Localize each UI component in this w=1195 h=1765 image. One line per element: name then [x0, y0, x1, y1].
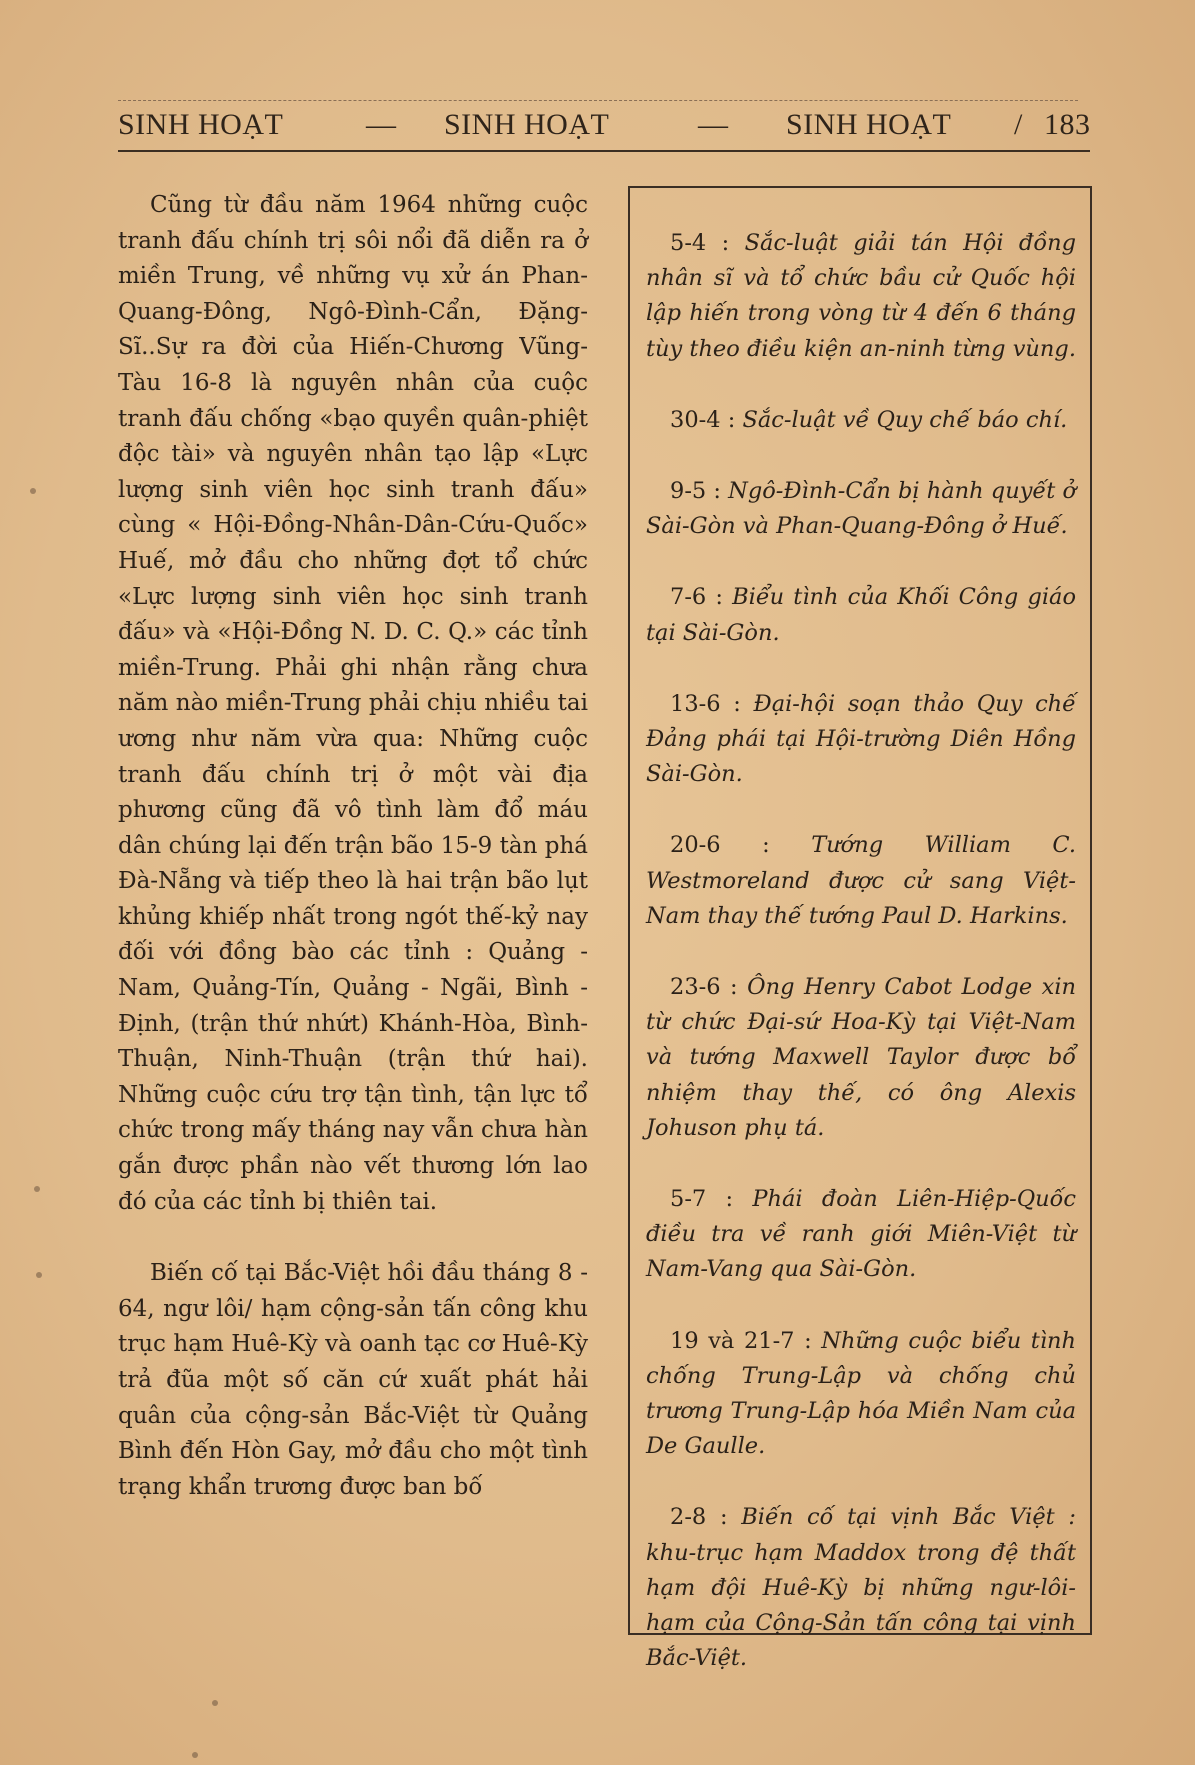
header-title-1: SINH HOẠT — [118, 108, 284, 141]
header-slash: / — [1014, 108, 1023, 141]
entry-date: 23-6 : — [670, 974, 738, 1001]
entry-text: Đại-hội soạn thảo Quy chế Đảng phái tại Hội-trường Diên Hồng Sài-Gòn. — [646, 690, 1076, 788]
chronology-entry — [646, 474, 1076, 544]
entry-text: Biến cố tại vịnh Bắc Việt : khu-trục hạm Maddox trong đệ thất hạm đội Huê-Kỳ bị những ngư-lôi-hạm của Cộng-Sản tấn công tại vịnh Bắc-Việt. — [646, 1504, 1077, 1672]
entry-date: 13-6 : — [670, 690, 741, 717]
ink-speck — [192, 1752, 198, 1758]
entry-text: Biểu tình của Khối Công giáo tại Sài-Gòn. — [646, 584, 1077, 646]
entry-text: Ngô-Đình-Cẩn bị hành quyết ở Sài-Gòn và Phan-Quang-Đông ở Huế. — [646, 478, 1077, 540]
chronology-entry — [646, 403, 1076, 438]
entry-date: 5-7 : — [670, 1186, 734, 1213]
entry-date: 7-6 : — [670, 584, 723, 611]
entry-text: Ông Henry Cabot Lodge xin từ chức Đại-sứ Hoa-Kỳ tại Việt-Nam và tướng Maxwell Taylor được bổ nhiệm thay thế, có ông Alexis Johuson phụ tá. — [646, 974, 1077, 1141]
entry-text: Những cuộc biểu tình chống Trung-Lập và chống chủ trương Trung-Lập hóa Miền Nam của De Gaulle. — [646, 1327, 1076, 1460]
entry-date: 2-8 : — [670, 1504, 728, 1531]
ink-speck — [212, 1700, 218, 1706]
chronology-entry — [646, 1182, 1076, 1288]
chronology-entry — [646, 687, 1076, 793]
body-paragraph: Biến cố tại Bắc-Việt hồi đầu tháng 8 - 64, ngư lôi/ hạm cộng-sản tấn công khu trục hạm Huê-Kỳ và oanh tạc cơ Huê-Kỳ trả đũa một số căn cứ xuất phát hải quân của cộng-sản Bắc-Việt từ Quảng Bình đến Hòn Gay, mở đầu cho một tình trạng khẩn trương được ban bố — [118, 1260, 588, 1500]
left-column-text — [118, 188, 588, 1505]
header-title-2: SINH HOẠT — [444, 108, 610, 141]
entry-text: Sắc-luật giải tán Hội đồng nhân sĩ và tổ chức bầu cử Quốc hội lập hiến trong vòng từ 4 đến 6 tháng tùy theo điều kiện an-ninh từng vùng. — [646, 230, 1076, 362]
header-dash-1: — — [366, 108, 397, 141]
header-title-3: SINH HOẠT — [786, 108, 952, 141]
chronology-entry — [646, 226, 1076, 367]
chronology-entry — [646, 828, 1076, 934]
chronology-entry — [646, 970, 1076, 1146]
page-number: 183 — [1044, 108, 1091, 141]
header-bottom-rule — [118, 150, 1090, 152]
header-dash-2: — — [698, 108, 729, 141]
running-header — [118, 108, 1098, 150]
chronology-entry — [646, 1324, 1076, 1465]
entry-text: Phái đoàn Liên-Hiệp-Quốc điều tra về ranh giới Miên-Việt từ Nam-Vang qua Sài-Gòn. — [646, 1186, 1077, 1283]
entry-date: 19 và 21-7 : — [670, 1327, 812, 1354]
ink-speck — [36, 1272, 42, 1278]
entry-date: 5-4 : — [670, 230, 730, 256]
ink-speck — [30, 488, 36, 494]
chronology-entry — [646, 1500, 1076, 1676]
entry-text: Tướng William C. Westmoreland được cử sang Việt-Nam thay thế tướng Paul D. Harkins. — [646, 832, 1077, 929]
chronology-list — [646, 226, 1076, 1713]
entry-date: 30-4 : — [670, 406, 736, 433]
chronology-entry — [646, 580, 1076, 650]
entry-text: Sắc-luật về Quy chế báo chí. — [742, 406, 1068, 433]
header-top-rule — [118, 100, 1078, 101]
entry-date: 9-5 : — [670, 478, 721, 505]
ink-speck — [34, 1186, 40, 1192]
entry-date: 20-6 : — [670, 832, 770, 859]
body-paragraph: Cũng từ đầu năm 1964 những cuộc tranh đấu chính trị sôi nổi đã diễn ra ở miền Trung, về những vụ xử án Phan-Quang-Đông, Ngô-Đình-Cẩn, Đặng-Sĩ..Sự ra đời của Hiến-Chương Vũng-Tàu 16-8 là nguyên nhân của cuộc tranh đấu chống «bạo quyền quân-phiệt độc tài» và nguyên nhân tạo lập «Lực lượng sinh viên học sinh tranh đấu» cùng « Hội-Đồng-Nhân-Dân-Cứu-Quốc» Huế, mở đầu cho những đợt tổ chức «Lực lượng sinh viên học sinh tranh đấu» và «Hội-Đồng N. D. C. Q.» các tỉnh miền-Trung. Phải ghi nhận rằng chưa năm nào miền-Trung phải chịu nhiều tai ương như năm vừa qua: Những cuộc tranh đấu chính trị ở một vài địa phương cũng đã vô tình làm đổ máu dân chúng lại đến trận bão 15-9 tàn phá Đà-Nẵng và tiếp theo là hai trận bão lụt khủng khiếp nhất trong ngót thế-kỷ nay đối với đồng bào các tỉnh : Quảng - Nam, Quảng-Tín, Quảng - Ngãi, Bình - Định, (trận thứ nhứt) Khánh-Hòa, Bình-Thuận, Ninh-Thuận (trận thứ hai). Những cuộc cứu trợ tận tình, tận lực tổ chức trong mấy tháng nay vẫn chưa hàn gắn được phần nào vết thương lớn lao đó của các tỉnh bị thiên tai. — [118, 192, 588, 1215]
